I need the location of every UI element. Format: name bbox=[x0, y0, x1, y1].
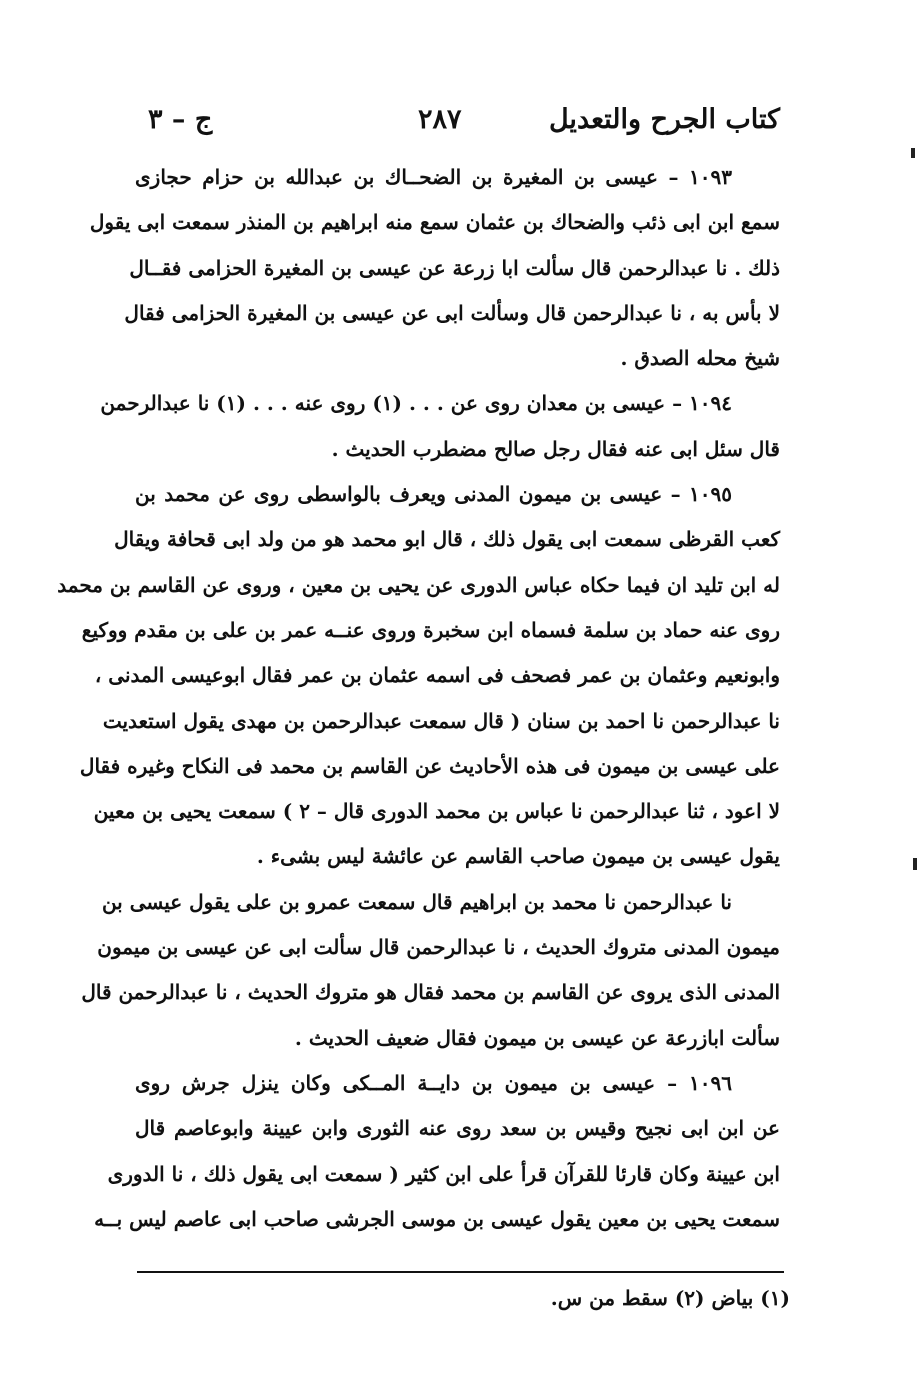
text-line: نا عبدالرحمن نا احمد بن سنان ( قال سمعت عبدالرحمن بن مهدى يقول استعديت bbox=[102, 708, 780, 733]
text-line: سألت ابازرعة عن عيسى بن ميمون فقال ضعيف الحديث . bbox=[294, 1025, 780, 1050]
scan-artifact-mark bbox=[913, 858, 917, 870]
text-line: له ابن تليد ان فيما حكاه عباس الدورى عن يحيى بن معين ، وروى عن القاسم بن محمد bbox=[57, 572, 780, 597]
text-line: سمع ابن ابى ذئب والضحاك بن عثمان سمع منه ابراهيم بن المنذر سمعت ابى يقول bbox=[89, 210, 780, 235]
entry-1095-heading: ١٠٩٥ – عيسى بن ميمون المدنى ويعرف بالواسطى روى عن محمد بن bbox=[135, 482, 732, 507]
text-line: سمعت يحيى بن معين يقول عيسى بن موسى الجرشى صاحب ابى عاصم ليس بــه bbox=[94, 1206, 780, 1231]
volume-label: ج – ٣ bbox=[148, 104, 213, 135]
entry-1096-heading: ١٠٩٦ – عيسى بن ميمون بن دايــة المــكى وكان ينزل جرش روى bbox=[135, 1070, 732, 1095]
text-line: عن ابن ابى نجيح وقيس بن سعد روى عنه الثورى وابن عيينة وابوعاصم قال bbox=[135, 1116, 780, 1141]
text-line: قال سئل ابى عنه فقال رجل صالح مضطرب الحديث . bbox=[331, 436, 780, 461]
text-line: نا عبدالرحمن نا محمد بن ابراهيم قال سمعت عمرو بن على يقول عيسى بن bbox=[101, 889, 732, 914]
text-line: لا اعود ، ثنا عبدالرحمن نا عباس بن محمد الدورى قال – ٢ ) سمعت يحيى بن معين bbox=[93, 799, 780, 824]
text-line: كعب القرظى سمعت ابى يقول ذلك ، قال ابو محمد هو من ولد ابى قحافة ويقال bbox=[114, 527, 780, 552]
text-line: لا بأس به ، نا عبدالرحمن قال وسألت ابى عن عيسى بن المغيرة الحزامى فقال bbox=[124, 300, 780, 325]
text-line: المدنى الذى يروى عن القاسم بن محمد فقال هو متروك الحديث ، نا عبدالرحمن قال bbox=[81, 980, 780, 1005]
text-line: على عيسى بن ميمون فى هذه الأحاديث عن القاسم بن محمد فى النكاح وغيره فقال bbox=[79, 753, 780, 778]
text-line: ابن عيينة وكان قارئا للقرآن قرأ على ابن كثير ( سمعت ابى يقول ذلك ، نا الدورى bbox=[107, 1161, 780, 1186]
scan-artifact-mark bbox=[911, 148, 915, 158]
text-line: وابونعيم وعثمان بن عمر فصحف فى اسمه عثمان بن عمر فقال ابوعيسى المدنى ، bbox=[94, 663, 780, 688]
page-header bbox=[140, 104, 780, 148]
text-line: روى عنه حماد بن سلمة فسماه ابن سخبرة وروى عنــه عمر بن على بن مقدم ووكيع bbox=[81, 617, 780, 642]
footnote-divider bbox=[137, 1271, 784, 1273]
footnote: (١) بياض (٢) سقط من س. bbox=[550, 1286, 790, 1310]
text-line: شيخ محله الصدق . bbox=[620, 346, 780, 371]
page-number: ٢٨٧ bbox=[418, 104, 462, 135]
text-line: يقول عيسى بن ميمون صاحب القاسم عن عائشة ليس بشىء . bbox=[256, 844, 780, 869]
body-text bbox=[57, 155, 780, 1242]
book-title: كتاب الجرح والتعديل bbox=[548, 104, 780, 135]
entry-1094-heading: ١٠٩٤ – عيسى بن معدان روى عن . . . (١) روى عنه . . . (١) نا عبدالرحمن bbox=[100, 391, 732, 416]
entry-1093-heading: ١٠٩٣ – عيسى بن المغيرة بن الضحــاك بن عبدالله بن حزام حجازى bbox=[135, 165, 732, 189]
text-line: ذلك . نا عبدالرحمن قال سألت ابا زرعة عن عيسى بن المغيرة الحزامى فقــال bbox=[129, 255, 780, 280]
text-line: ميمون المدنى متروك الحديث ، نا عبدالرحمن قال سألت ابى عن عيسى بن ميمون bbox=[97, 935, 780, 960]
